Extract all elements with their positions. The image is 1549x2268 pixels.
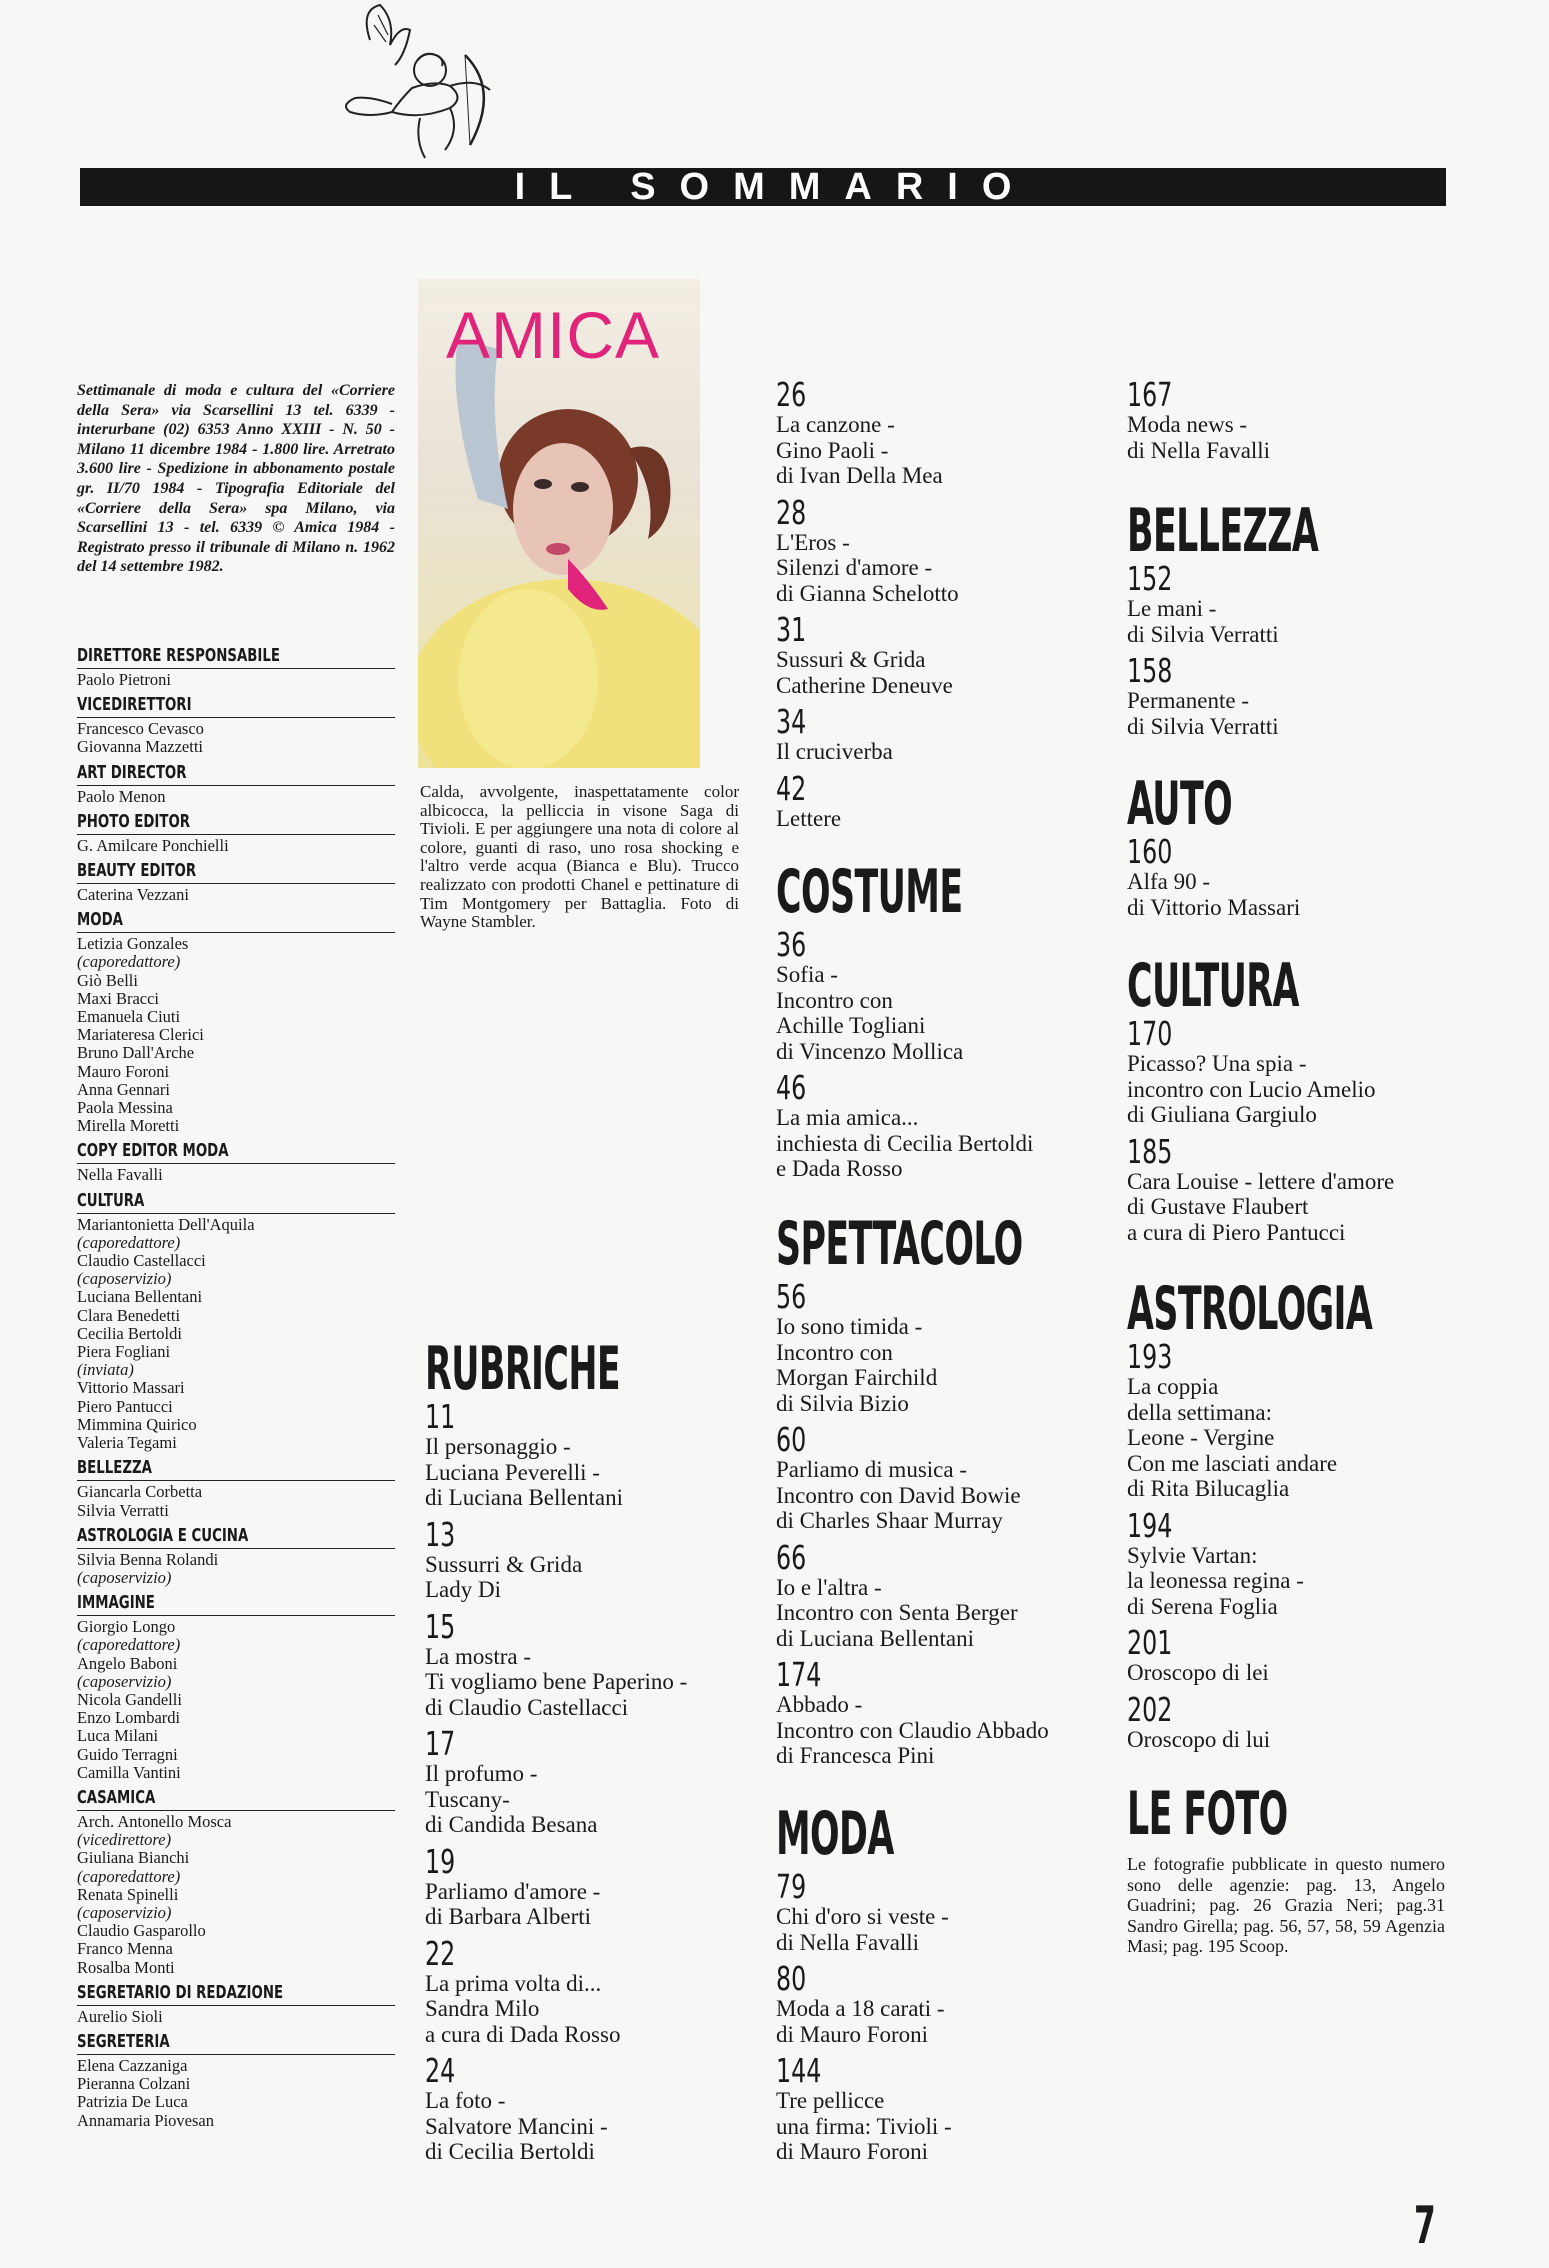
staff-name: Valeria Tegami [77, 1433, 177, 1453]
page-ref-number: 19 [425, 1841, 456, 1881]
page-ref-number: 24 [425, 2051, 456, 2090]
staff-name: Silvia Verratti [77, 1500, 169, 1520]
contents-entry [776, 1420, 1021, 1534]
staff-name: Mariantonietta Dell'Aquila [77, 1214, 255, 1234]
contents-entry [1127, 1689, 1271, 1753]
staff-section [77, 860, 395, 904]
staff-role: (caposervizio) [77, 1269, 172, 1289]
contents-entry [1127, 651, 1279, 739]
section-heading: CULTURA [1127, 951, 1299, 1021]
page-ref-number: 185 [1127, 1131, 1173, 1171]
entry-text: Sylvie Vartan: [1127, 1542, 1258, 1568]
photo-credits-text: Le fotografie pubblicate in questo numero sono delle agenzie: pag. 13, Angelo Guadrini; pag. 26 Grazia Neri; pag.31 Sandro Girella; pag. 56, 57, 58, 59 Agenzia Masi; pag. 195 Scoop. [1127, 1854, 1445, 1957]
entry-text: di Vincenzo Mollica [776, 1038, 964, 1064]
staff-section [77, 2031, 395, 2130]
contents-entry [776, 768, 842, 832]
page-ref-number: 34 [776, 702, 807, 741]
contents-entry [776, 492, 959, 607]
entry-text: La foto - [425, 2088, 506, 2113]
page-ref-number: 42 [776, 768, 807, 808]
page-ref-number: 202 [1127, 1689, 1173, 1729]
staff-heading: VICEDIRETTORI [77, 694, 192, 716]
staff-divider [77, 1480, 395, 1481]
staff-name: Francesco Cevasco [77, 719, 204, 739]
staff-name: Piero Pantucci [77, 1396, 173, 1416]
entry-text: di Barbara Alberti [425, 1904, 592, 1929]
staff-heading: BEAUTY EDITOR [77, 860, 197, 882]
page-ref-number: 152 [1127, 559, 1173, 598]
section-heading: COSTUME [776, 857, 963, 927]
entry-text: Leone - Vergine [1127, 1425, 1275, 1450]
staff-divider [77, 1548, 395, 1549]
entry-text: di Francesca Pini [776, 1743, 935, 1768]
staff-role: (vicedirettore) [77, 1830, 172, 1850]
entry-text: Con me lasciati andare [1127, 1450, 1338, 1476]
page-ref-number: 11 [425, 1397, 456, 1436]
entry-text: Tuscany- [425, 1786, 510, 1812]
staff-role: (caporedattore) [77, 1635, 181, 1655]
page-ref-number: 17 [425, 1724, 456, 1763]
entry-text: Sandra Milo [425, 1996, 540, 2021]
entry-text: Chi d'oro si veste - [776, 1904, 949, 1929]
page-ref-number: 144 [776, 2051, 822, 2090]
staff-section [77, 1592, 395, 1782]
page-ref-number: 26 [776, 375, 807, 414]
staff-heading: PHOTO EDITOR [77, 810, 191, 832]
contents-entry [425, 1841, 601, 1930]
staff-name: Annamaria Piovesan [77, 2110, 215, 2130]
entry-text: di Vittorio Massari [1127, 894, 1301, 920]
staff-name: Franco Menna [77, 1939, 173, 1959]
staff-heading: ART DIRECTOR [77, 761, 187, 783]
entry-text: Le mani - [1127, 596, 1217, 621]
cover-caption: Calda, avvolgente, inaspettatamente color albicocca, la pelliccia in visone Saga di Tivioli. E per aggiungere una nota di colore al colore, guanti di raso, uno rosa shocking e l'altro verde acqua (Bianca e Blu). Trucco realizzato con prodotti Chanel e pettinature di Tim Montgomery per Battaglia. Foto di Wayne Stambler. [420, 782, 739, 932]
page-ref-number: 158 [1127, 651, 1173, 690]
staff-role: (inviata) [77, 1360, 134, 1380]
contents-entry [776, 1277, 938, 1416]
staff-name: Paola Messina [77, 1098, 173, 1118]
staff-name: Renata Spinelli [77, 1884, 179, 1904]
staff-name: Mirella Moretti [77, 1116, 180, 1136]
entry-text: di Serena Foglia [1127, 1593, 1278, 1619]
staff-section [77, 1525, 395, 1587]
section-heading: AUTO [1127, 769, 1233, 839]
contents-entry [1127, 1131, 1395, 1246]
entry-text: La mia amica... [776, 1105, 919, 1130]
entry-text: Salvatore Mancini - [425, 2113, 608, 2139]
staff-heading: ASTROLOGIA E CUCINA [77, 1524, 249, 1546]
staff-name: Anna Gennari [77, 1079, 171, 1099]
staff-name: Paolo Pietroni [77, 670, 171, 689]
staff-heading: BELLEZZA [77, 1457, 152, 1479]
entry-text: incontro con Lucio Amelio [1127, 1076, 1376, 1102]
staff-divider [77, 883, 395, 884]
staff-name: Silvia Benna Rolandi [77, 1549, 219, 1569]
entry-text: di Candida Besana [425, 1812, 598, 1837]
contents-entry [776, 1959, 945, 2047]
staff-name: Giò Belli [77, 970, 138, 990]
staff-divider [77, 1615, 395, 1616]
entry-text: di Luciana Bellentani [425, 1485, 623, 1510]
staff-divider [77, 785, 395, 786]
staff-name: Vittorio Massari [77, 1378, 185, 1398]
colophon-text: Settimanale di moda e cultura del «Corriere della Sera» via Scarsellini 13 tel. 6339 - interurbane (02) 6353 Anno XXIII - N. 50 - Milano 11 dicembre 1984 - 1.800 lire. Arretrato 3.600 lire - Spedizione in abbonamento postale gr. II/70 1984 - Tipografia Editoriale del «Corriere della Sera» spa Milano, via Scarsellini 13 - tel. 6339 © Amica 1984 - Registrato presso il tribunale di Milano n. 1962 del 14 settembre 1982. [77, 382, 395, 576]
staff-divider [77, 717, 395, 718]
page-ref-number: 28 [776, 492, 807, 532]
staff-name: Luca Milani [77, 1726, 159, 1746]
staff-name: Patrizia De Luca [77, 2092, 188, 2112]
staff-section [77, 694, 395, 756]
contents-entry [1127, 1337, 1338, 1502]
entry-text: Incontro con Claudio Abbado [776, 1717, 1049, 1743]
page-ref-number: 22 [425, 1933, 456, 1973]
staff-section [77, 645, 395, 689]
entry-text: di Rita Bilucaglia [1127, 1476, 1290, 1501]
page-ref-number: 160 [1127, 832, 1173, 871]
section-heading: SPETTACOLO [776, 1209, 1023, 1279]
page-ref-number: 15 [425, 1606, 456, 1646]
entry-text: e Dada Rosso [776, 1156, 903, 1181]
staff-heading: COPY EDITOR MODA [77, 1140, 229, 1162]
staff-divider [77, 2005, 395, 2006]
entry-text: di Nella Favalli [1127, 437, 1271, 463]
entry-text: Oroscopo di lui [1127, 1726, 1271, 1752]
entry-text: di Mauro Foroni [776, 2021, 929, 2047]
entry-text: a cura di Piero Pantucci [1127, 1219, 1346, 1245]
staff-divider [77, 932, 395, 933]
staff-role: (caporedattore) [77, 1866, 181, 1886]
cover-photo [418, 279, 700, 768]
staff-heading: IMMAGINE [77, 1592, 155, 1614]
entry-text: di Luciana Bellentani [776, 1625, 974, 1651]
entry-text: Luciana Peverelli - [425, 1459, 600, 1485]
staff-divider [77, 1213, 395, 1214]
page-ref-number: 46 [776, 1068, 807, 1107]
staff-section [77, 762, 395, 806]
entry-text: di Gianna Schelotto [776, 580, 959, 606]
staff-name: Paolo Menon [77, 786, 166, 806]
staff-name: Elena Cazzaniga [77, 2055, 188, 2075]
staff-name: Angelo Baboni [77, 1653, 178, 1673]
page-ref-number: 174 [776, 1655, 822, 1694]
page-ref-number: 79 [776, 1867, 807, 1906]
staff-name: Guido Terragni [77, 1744, 178, 1764]
staff-divider [77, 2054, 395, 2055]
entry-text: Il personaggio - [425, 1434, 571, 1459]
contents-entry [425, 2051, 608, 2165]
entry-text: inchiesta di Cecilia Bertoldi [776, 1130, 1034, 1156]
title-bar [80, 168, 1446, 206]
page-ref-number: 31 [776, 610, 807, 649]
staff-section [77, 1140, 395, 1184]
entry-text: Oroscopo di lei [1127, 1660, 1269, 1685]
contents-entry [776, 925, 964, 1064]
staff-role: (caporedattore) [77, 952, 181, 972]
entry-text: Achille Togliani [776, 1013, 926, 1038]
staff-section [77, 1982, 395, 2026]
entry-text: Il profumo - [425, 1761, 538, 1786]
page-ref-number: 167 [1127, 375, 1173, 414]
staff-name: Claudio Castellacci [77, 1251, 206, 1271]
page-ref-number: 60 [776, 1420, 807, 1459]
staff-name: Nicola Gandelli [77, 1689, 182, 1709]
staff-heading: CULTURA [77, 1189, 145, 1211]
contents-entry [425, 1933, 621, 2048]
entry-text: Moda a 18 carati - [776, 1996, 945, 2021]
entry-text: Lettere [776, 805, 842, 831]
contents-entry [425, 1397, 623, 1511]
entry-text: Abbado - [776, 1692, 863, 1717]
page-ref-number: 193 [1127, 1337, 1173, 1376]
section-heading: BELLEZZA [1127, 496, 1319, 566]
contents-entry [776, 2051, 952, 2165]
entry-text: di Cecilia Bertoldi [425, 2139, 595, 2164]
staff-role: (caporedattore) [77, 1232, 181, 1252]
staff-name: Pieranna Colzani [77, 2074, 191, 2094]
entry-text: Cara Louise - lettere d'amore [1127, 1168, 1395, 1194]
entry-text: di Silvia Verratti [1127, 713, 1279, 739]
staff-name: Clara Benedetti [77, 1305, 181, 1325]
section-heading: RUBRICHE [425, 1334, 621, 1404]
page-ref-number: 194 [1127, 1505, 1173, 1545]
contents-entry [776, 702, 893, 765]
staff-name: Piera Fogliani [77, 1342, 171, 1362]
staff-name: Bruno Dall'Arche [77, 1043, 195, 1063]
entry-text: di Nella Favalli [776, 1929, 920, 1955]
staff-name: Mariateresa Clerici [77, 1025, 204, 1045]
entry-text: Incontro con [776, 1339, 893, 1365]
entry-text: Alfa 90 - [1127, 869, 1211, 894]
page-number: 7 [1414, 2196, 1436, 2256]
staff-heading: DIRETTORE RESPONSABILE [77, 645, 280, 666]
entry-text: di Claudio Castellacci [425, 1694, 629, 1720]
staff-section [77, 1457, 395, 1519]
page-ref-number: 66 [776, 1537, 807, 1577]
page-ref-number: 56 [776, 1277, 807, 1316]
entry-text: una firma: Tivioli - [776, 2113, 952, 2139]
staff-name: Letizia Gonzales [77, 934, 189, 954]
entry-text: Il cruciverba [776, 739, 893, 764]
staff-name: Giancarla Corbetta [77, 1482, 203, 1502]
entry-text: di Silvia Bizio [776, 1390, 909, 1416]
section-heading: ASTROLOGIA [1127, 1274, 1373, 1344]
entry-text: Io sono timida - [776, 1314, 923, 1339]
contents-entry [1127, 832, 1301, 920]
staff-role: (caposervizio) [77, 1902, 172, 1922]
entry-text: di Mauro Foroni [776, 2139, 929, 2164]
section-heading: LE FOTO [1127, 1779, 1288, 1849]
staff-divider [77, 668, 395, 669]
page-ref-number: 13 [425, 1514, 456, 1554]
entry-text: di Giuliana Gargiulo [1127, 1102, 1317, 1127]
staff-divider [77, 1163, 395, 1164]
staff-name: Rosalba Monti [77, 1957, 175, 1977]
staff-name: Caterina Vezzani [77, 885, 189, 905]
entry-text: Sussuri & Grida [776, 647, 926, 672]
staff-section [77, 909, 395, 1135]
entry-text: di Gustave Flaubert [1127, 1194, 1309, 1219]
staff-name: Giuliana Bianchi [77, 1848, 190, 1868]
entry-text: La coppia [1127, 1374, 1219, 1399]
contents-entry [1127, 1623, 1269, 1686]
staff-name: Enzo Lombardi [77, 1708, 181, 1728]
entry-text: Incontro con [776, 987, 893, 1013]
cover-masthead: AMICA [446, 298, 661, 372]
contents-entry [1127, 559, 1279, 647]
section-heading: MODA [776, 1799, 894, 1869]
entry-text: della settimana: [1127, 1399, 1272, 1425]
entry-text: La prima volta di... [425, 1970, 602, 1996]
entry-text: a cura di Dada Rosso [425, 2021, 621, 2047]
contents-entry [776, 1655, 1049, 1769]
staff-role: (caposervizio) [77, 1671, 172, 1691]
staff-name: Claudio Gasparollo [77, 1921, 206, 1941]
staff-name: Arch. Antonello Mosca [77, 1811, 232, 1831]
contents-entry [425, 1606, 688, 1721]
contents-entry [1127, 1505, 1304, 1620]
page-ref-number: 170 [1127, 1014, 1173, 1053]
staff-divider [77, 1810, 395, 1811]
staff-heading: SEGRETARIO DI REDAZIONE [77, 1981, 284, 2003]
entry-text: Permanente - [1127, 688, 1249, 713]
entry-text: di Silvia Verratti [1127, 621, 1279, 647]
staff-role: (caposervizio) [77, 1567, 172, 1587]
staff-heading: CASAMICA [77, 1786, 156, 1808]
entry-text: Incontro con David Bowie [776, 1482, 1021, 1508]
staff-name: Aurelio Sioli [77, 2006, 163, 2026]
staff-name: Mauro Foroni [77, 1061, 170, 1081]
staff-heading: MODA [77, 909, 123, 931]
entry-text: Silenzi d'amore - [776, 555, 933, 580]
masthead-staff-list [77, 645, 395, 2135]
staff-section [77, 811, 395, 855]
entry-text: Io e l'altra - [776, 1574, 882, 1600]
entry-text: di Ivan Della Mea [776, 463, 943, 488]
contents-entry [425, 1514, 583, 1603]
staff-name: Camilla Vantini [77, 1762, 181, 1782]
page-ref-number: 80 [776, 1959, 807, 1998]
staff-name: Luciana Bellentani [77, 1287, 203, 1307]
entry-text: Parliamo d'amore - [425, 1878, 601, 1904]
entry-text: la leonessa regina - [1127, 1568, 1304, 1593]
entry-text: Tre pellicce [776, 2088, 885, 2113]
staff-heading: SEGRETERIA [77, 2030, 170, 2052]
staff-name: Emanuela Ciuti [77, 1007, 181, 1027]
entry-text: Lady Di [425, 1577, 502, 1602]
staff-name: Giovanna Mazzetti [77, 737, 203, 757]
page-ref-number: 201 [1127, 1623, 1173, 1662]
entry-text: L'Eros - [776, 529, 850, 555]
contents-entry [776, 1537, 1018, 1652]
entry-text: Catherine Deneuve [776, 672, 953, 698]
staff-name: Mimmina Quirico [77, 1414, 197, 1434]
entry-text: La mostra - [425, 1643, 532, 1669]
entry-text: Incontro con Senta Berger [776, 1600, 1018, 1625]
entry-text: La canzone - [776, 412, 895, 437]
entry-text: Parliamo di musica - [776, 1457, 967, 1482]
staff-name: Giorgio Longo [77, 1617, 176, 1637]
entry-text: Moda news - [1127, 412, 1248, 437]
staff-name: Nella Favalli [77, 1165, 163, 1185]
entry-text: Ti vogliamo bene Paperino - [425, 1669, 688, 1694]
staff-name: G. Amilcare Ponchielli [77, 835, 229, 855]
contents-entry [1127, 1014, 1376, 1128]
staff-section [77, 1787, 395, 1977]
contents-entry [776, 375, 943, 489]
entry-text: Morgan Fairchild [776, 1365, 938, 1390]
cupid-with-bow-icon [300, 0, 530, 180]
staff-divider [77, 834, 395, 835]
entry-text: Gino Paoli - [776, 437, 889, 463]
staff-section [77, 1190, 395, 1453]
entry-text: Sussurri & Grida [425, 1551, 583, 1577]
page-title: IL SOMMARIO [481, 168, 1046, 206]
contents-entry [425, 1724, 598, 1838]
entry-text: Picasso? Una spia - [1127, 1051, 1307, 1076]
staff-name: Maxi Bracci [77, 988, 160, 1008]
contents-entry [776, 1068, 1034, 1182]
contents-entry [776, 1867, 949, 1955]
entry-text: di Charles Shaar Murray [776, 1508, 1003, 1533]
contents-entry [1127, 375, 1271, 463]
page-ref-number: 36 [776, 925, 807, 964]
contents-entry [776, 610, 953, 698]
staff-name: Cecilia Bertoldi [77, 1323, 182, 1343]
entry-text: Sofia - [776, 962, 838, 987]
